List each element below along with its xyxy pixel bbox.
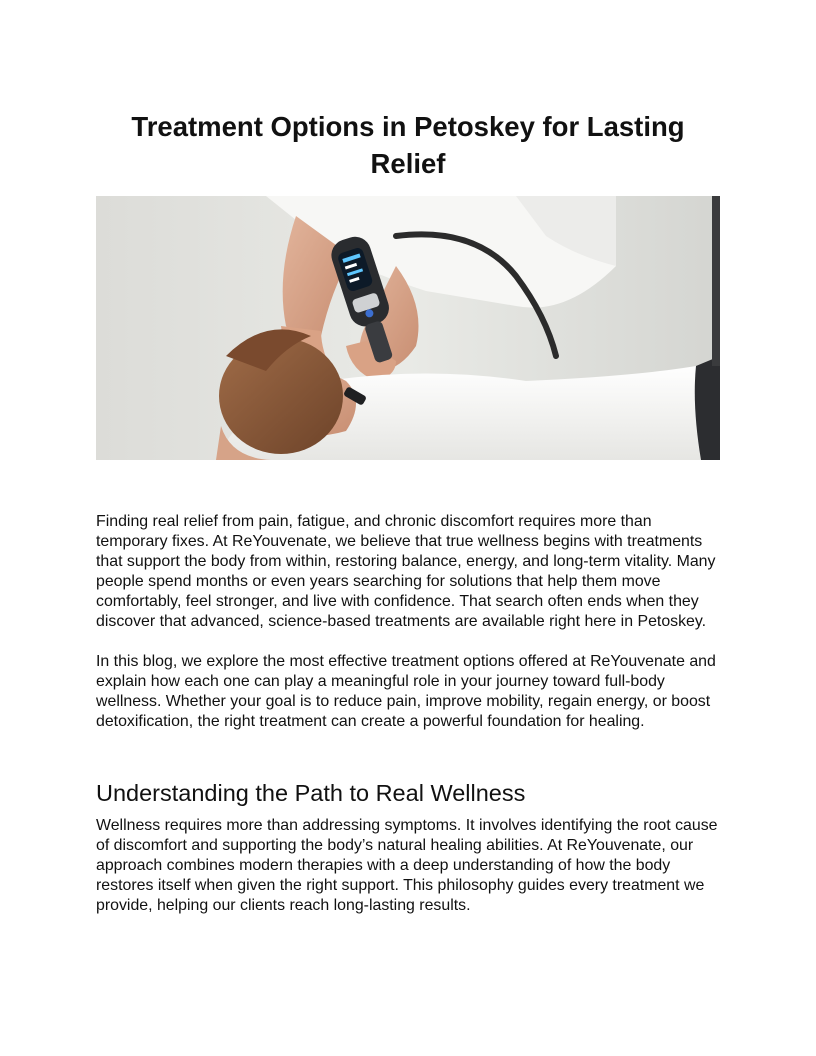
hero-image	[96, 196, 720, 460]
shockwave-therapy-photo-icon	[96, 196, 720, 460]
section-paragraph: Wellness requires more than addressing symptoms. It involves identifying the root cause of discomfort and supporting the body’s natural healing abilities. At ReYouvenate, our approach combines modern therapies with a deep understanding of how the body restores itself when given the right support. This philosophy guides every treatment we provide, helping our clients reach long-lasting results.	[96, 817, 718, 914]
intro-paragraph-1: Finding real relief from pain, fatigue, and chronic discomfort requires more than temporary fixes. At ReYouvenate, we believe that true wellness begins with treatments that support the body from within, restoring balance, energy, and long-term vitality. Many people spend months or even years searching for solutions that help them move comfortably, feel stronger, and live with confidence. That search often ends when they discover that advanced, science-based treatments are available right here in Petoskey.	[96, 513, 716, 630]
page-title: Treatment Options in Petoskey for Lasting Relief	[131, 111, 685, 179]
section-heading: Understanding the Path to Real Wellness	[96, 780, 526, 806]
intro-paragraph-2: In this blog, we explore the most effective treatment options offered at ReYouvenate and explain how each one can play a meaningful role in your journey toward full-body wellness. Whether your goal is to reduce pain, improve mobility, regain energy, or boost detoxification, the right treatment can create a powerful foundation for healing.	[96, 653, 716, 730]
